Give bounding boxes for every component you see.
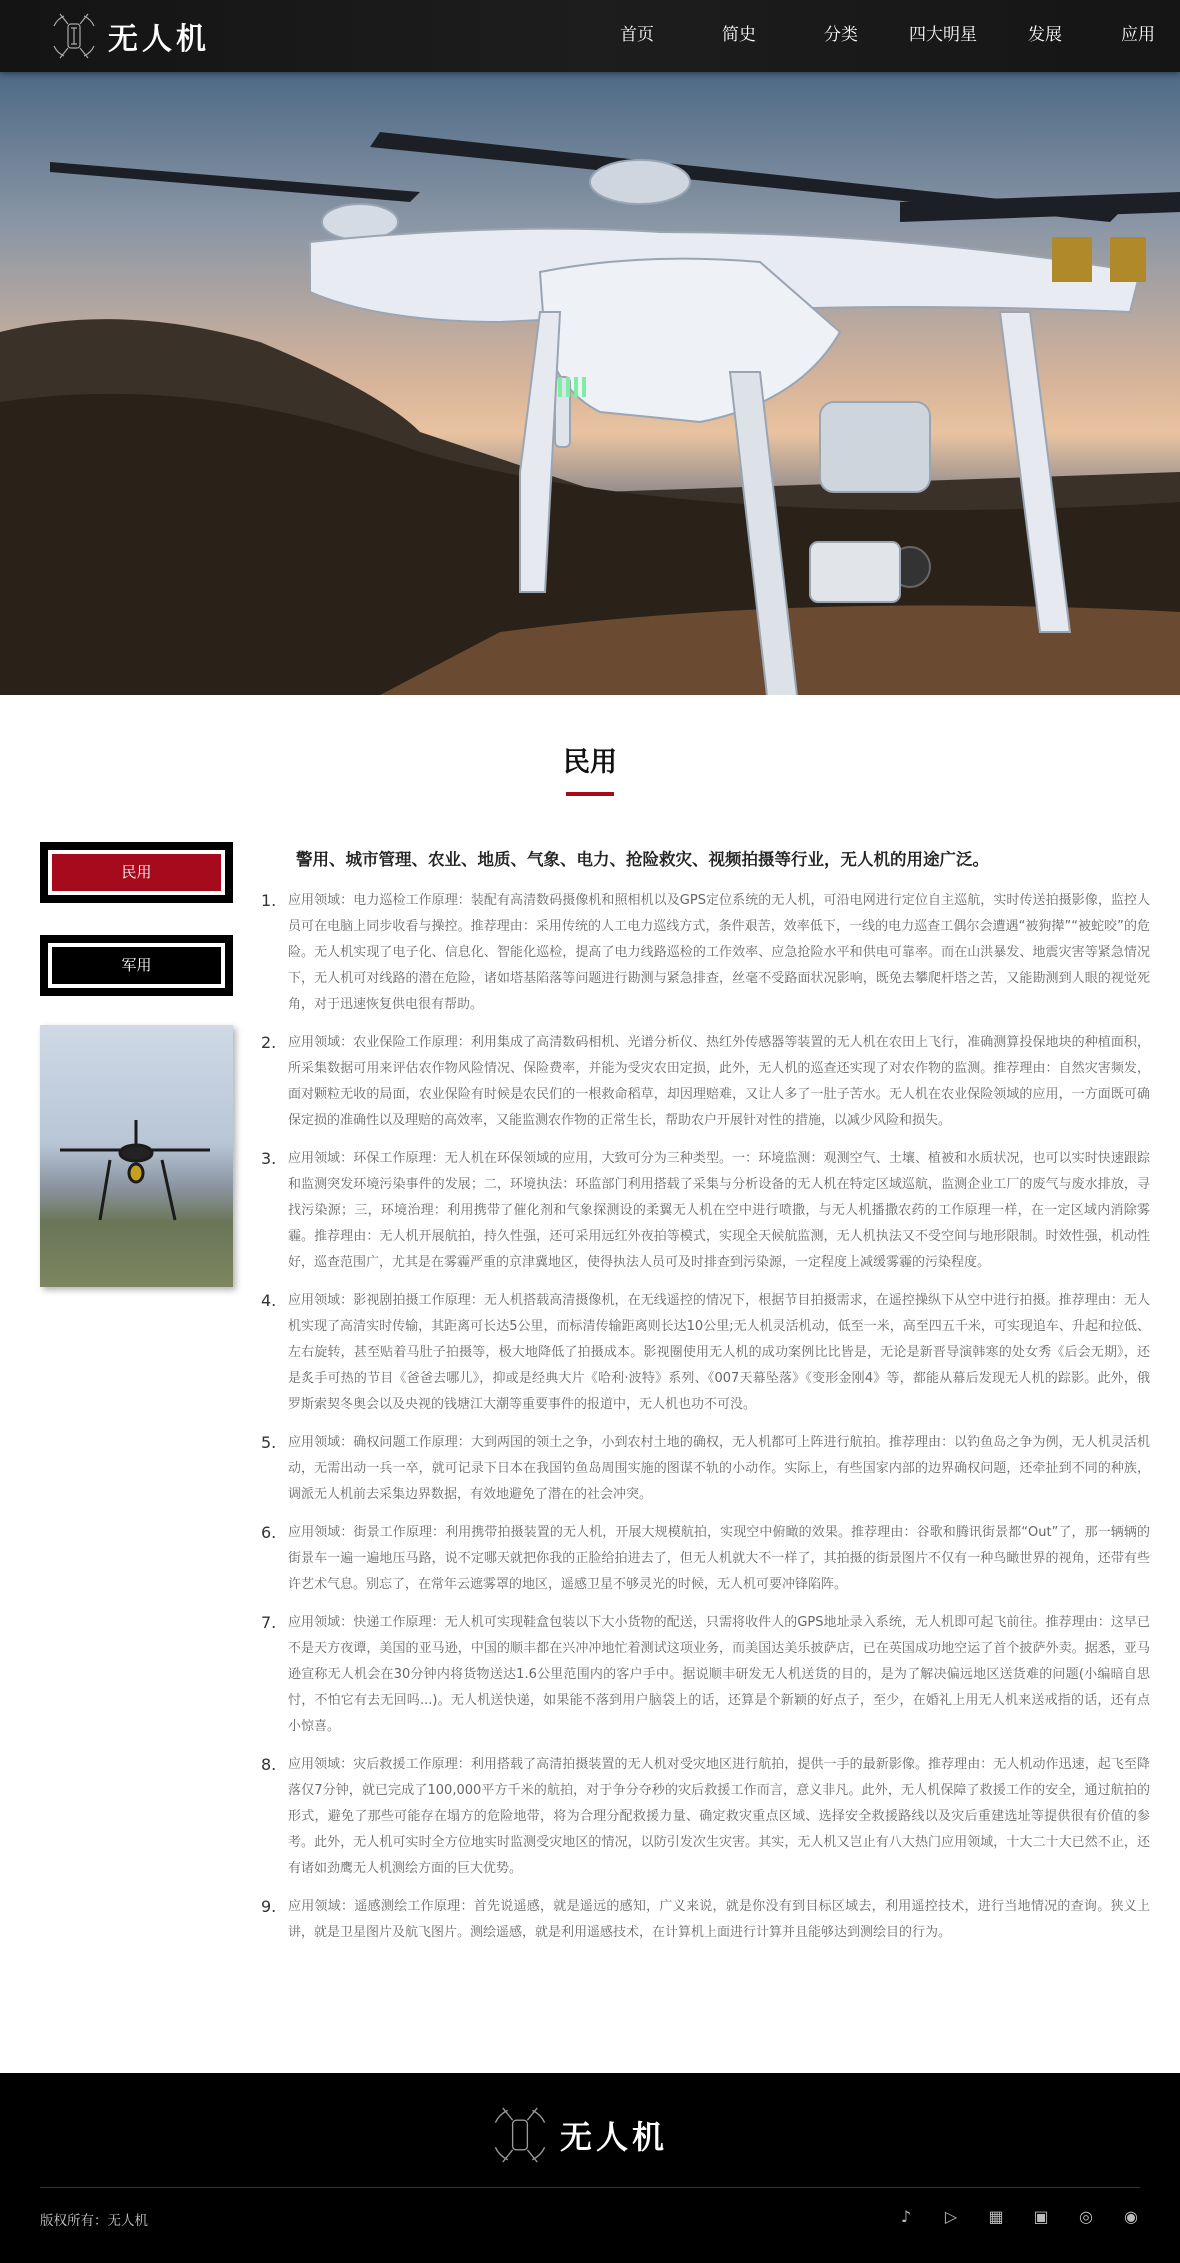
social-links bbox=[897, 2207, 1140, 2227]
main-nav bbox=[586, 0, 1180, 72]
nav-development[interactable]: 发展 bbox=[1028, 25, 1062, 45]
application-list bbox=[258, 888, 1150, 1946]
tab-civil-button[interactable] bbox=[40, 842, 233, 903]
nav-applications[interactable]: 应用 bbox=[1121, 25, 1155, 45]
list-item: 6. 应用领域：街景工作原理：利用携带拍摄装置的无人机，开展大规模航拍，实现空中俯瞰的效果。推荐理由：谷歌和腾讯街景都“Out”了，那一辆辆的街景车一遍一遍地压马路，说不定哪天就把你我的正脸给拍进去了，但无人机就大不一样了，其拍摄的街景图片不仅有一种鸟瞰世界的视角，还带有些许艺术气息。别忘了，在常年云遮雾罩的地区，遥感卫星不够灵光的时候，无人机可要冲锋陷阵。 bbox=[261, 1523, 1150, 1592]
nav-four-stars[interactable]: 四大明星 bbox=[909, 25, 977, 45]
news-icon[interactable]: ▦ bbox=[988, 2207, 1004, 2226]
footer bbox=[0, 2073, 1180, 2263]
list-item: 5. 应用领域：确权问题工作原理：大到两国的领土之争，小到农村土地的确权，无人机都可上阵进行航拍。推荐理由：以钓鱼岛之争为例，无人机灵活机动，无需出动一兵一卒，就可记录下日本在我国钓鱼岛周围实施的图谋不轨的小动作。实际上，有些国家内部的边界确权问题，还牵扯到不同的种族，调派无人机前去采集边界数据，有效地避免了潜在的社会冲突。 bbox=[261, 1433, 1150, 1502]
list-item: 1. 应用领域：电力巡检工作原理：装配有高清数码摄像机和照相机以及GPS定位系统的无人机，可沿电网进行定位自主巡航，实时传送拍摄影像，监控人员可在电脑上同步收看与操控。推荐理由：采用传统的人工电力巡线方式，条件艰苦，效率低下，一线的电力巡查工偶尔会遭遇“被狗撵”“被蛇咬”的危险。无人机实现了电子化、信息化、智能化巡检，提高了电力线路巡检的工作效率、应急抢险水平和供电可靠率。而在山洪暴发、地震灾害等紧急情况下，无人机可对线路的潜在危险，诸如塔基陷落等问题进行勘测与紧急排查，丝毫不受路面状况影响，既免去攀爬杆塔之苦，又能勘测到人眼的视觉死角，对于迅速恢复供电很有帮助。 bbox=[261, 891, 1150, 1012]
header bbox=[0, 0, 1180, 72]
footer-logo bbox=[488, 2103, 668, 2167]
bilibili-icon[interactable]: ▣ bbox=[1033, 2207, 1049, 2226]
nav-history[interactable]: 简史 bbox=[722, 25, 756, 45]
list-item: 4. 应用领域：影视剧拍摄工作原理：无人机搭载高清摄像机，在无线遥控的情况下，根据节目拍摄需求，在遥控操纵下从空中进行拍摄。推荐理由：无人机实现了高清实时传输，其距离可长达5公里，而标清传输距离则长达10公里;无人机灵活机动，低至一米，高至四五千米，可实现追车、升起和拉低、左右旋转，甚至贴着马肚子拍摄等，极大地降低了拍摄成本。影视圈使用无人机的成功案例比比皆是，无论是新晋导演韩寒的处女秀《后会无期》，还是炙手可热的节目《爸爸去哪儿》，抑或是经典大片《哈利·波特》系列、《007天幕坠落》《变形金刚4》等，都能从幕后发现无人机的踪影。此外，俄罗斯索契冬奥会以及央视的钱塘江大潮等重要事件的报道中，无人机也功不可没。 bbox=[261, 1291, 1150, 1412]
footer-logo-text: 无人机 bbox=[560, 2118, 669, 2156]
drone-logo-icon bbox=[48, 10, 100, 62]
list-item: 3. 应用领域：环保工作原理：无人机在环保领域的应用，大致可分为三种类型。一：环境监测：观测空气、土壤、植被和水质状况，也可以实时快速跟踪和监测突发环境污染事件的发展；二，环境执法：环监部门利用搭载了采集与分析设备的无人机在特定区域巡航，监测企业工厂的废气与废水排放，寻找污染源；三，环境治理：利用携带了催化剂和气象探测设的柔翼无人机在空中进行喷撒，与无人机播撒农药的工作原理一样，在一定区域内消除雾霾。推荐理由：无人机开展航拍，持久性强，还可采用远红外夜拍等模式，实现全天候航监测，无人机执法又不受空间与地形限制。时效性强，机动性好，巡查范围广，尤其是在雾霾严重的京津冀地区，使得执法人员可及时排查到污染源，一定程度上减缓雾霾的污染程度。 bbox=[261, 1149, 1150, 1270]
nav-home[interactable]: 首页 bbox=[620, 25, 654, 45]
weibo-icon[interactable]: ◎ bbox=[1079, 2207, 1093, 2226]
title-underline bbox=[566, 792, 614, 796]
hero-banner-image bbox=[0, 72, 1180, 695]
tab-civil-label: 民用 bbox=[52, 854, 221, 891]
drone-logo-icon bbox=[488, 2103, 552, 2167]
footer-divider bbox=[40, 2187, 1140, 2188]
logo[interactable] bbox=[48, 10, 210, 62]
list-item: 7. 应用领域：快递工作原理：无人机可实现鞋盒包装以下大小货物的配送，只需将收件人的GPS地址录入系统，无人机即可起飞前往。推荐理由：这早已不是天方夜谭，美国的亚马逊，中国的顺丰都在兴冲冲地忙着测试这项业务，而美国达美乐披萨店，已在英国成功地空运了首个披萨外卖。据悉，亚马逊宣称无人机会在30分钟内将货物送达1.6公里范围内的客户手中。据说顺丰研发无人机送货的目的，是为了解决偏远地区送货难的问题(小编暗自思忖，不怕它有去无回吗...)。无人机送快递，如果能不落到用户脑袋上的话，还算是个新颖的好点子，至少，在婚礼上用无人机来送戒指的话，还有点小惊喜。 bbox=[261, 1613, 1150, 1734]
video-play-icon[interactable]: ▷ bbox=[944, 2207, 958, 2226]
douyin-icon[interactable]: ♪ bbox=[900, 2207, 912, 2226]
section-title: 民用 bbox=[563, 747, 617, 778]
tab-military-button[interactable] bbox=[40, 935, 233, 996]
list-item: 9. 应用领域：遥感测绘工作原理：首先说遥感，就是遥远的感知，广义来说，就是你没有到目标区域去，利用遥控技术，进行当地情况的查询。狭义上讲，就是卫星图片及航飞图片。测绘遥感，就是利用遥感技术，在计算机上面进行计算并且能够达到测绘目的行为。 bbox=[261, 1897, 1150, 1940]
nav-categories[interactable]: 分类 bbox=[824, 25, 858, 45]
lead-text: 警用、城市管理、农业、地质、气象、电力、抢险救灾、视频拍摄等行业，无人机的用途广泛。 bbox=[296, 850, 989, 869]
applications-content bbox=[258, 842, 1150, 1958]
tab-military-label: 军用 bbox=[52, 947, 221, 984]
logo-text: 无人机 bbox=[108, 22, 210, 57]
drone-photo bbox=[40, 1025, 233, 1287]
list-item: 8. 应用领域：灾后救援工作原理：利用搭载了高清拍摄装置的无人机对受灾地区进行航拍，提供一手的最新影像。推荐理由：无人机动作迅速，起飞至降落仅7分钟，就已完成了100,000平方千米的航拍，对于争分夺秒的灾后救援工作而言，意义非凡。此外，无人机保障了救援工作的安全，通过航拍的形式，避免了那些可能存在塌方的危险地带，将为合理分配救援力量、确定救灾重点区域、选择安全救援路线以及灾后重建选址等提供很有价值的参考。此外，无人机可实时全方位地实时监测受灾地区的情况，以防引发次生灾害。其实，无人机又岂止有八大热门应用领域，十大二十大已然不止，还有诸如劲鹰无人机测绘方面的巨大优势。 bbox=[261, 1755, 1150, 1876]
list-item: 2. 应用领域：农业保险工作原理：利用集成了高清数码相机、光谱分析仪、热红外传感器等装置的无人机在农田上飞行，准确测算投保地块的种植面积，所采集数据可用来评估农作物风险情况、保险费率，并能为受灾农田定损，此外，无人机的巡查还实现了对农作物的监测。推荐理由：自然灾害频发，面对颗粒无收的局面，农业保险有时候是农民们的一根救命稻草，却因理赔难，又让人多了一肚子苦水。无人机在农业保险领域的应用，一方面既可确保定损的准确性以及理赔的高效率，又能监测农作物的正常生长，帮助农户开展针对性的措施，以减少风险和损失。 bbox=[261, 1033, 1150, 1128]
copyright-text: 版权所有：无人机 bbox=[40, 2213, 148, 2229]
wechat-icon[interactable]: ◉ bbox=[1124, 2207, 1138, 2226]
